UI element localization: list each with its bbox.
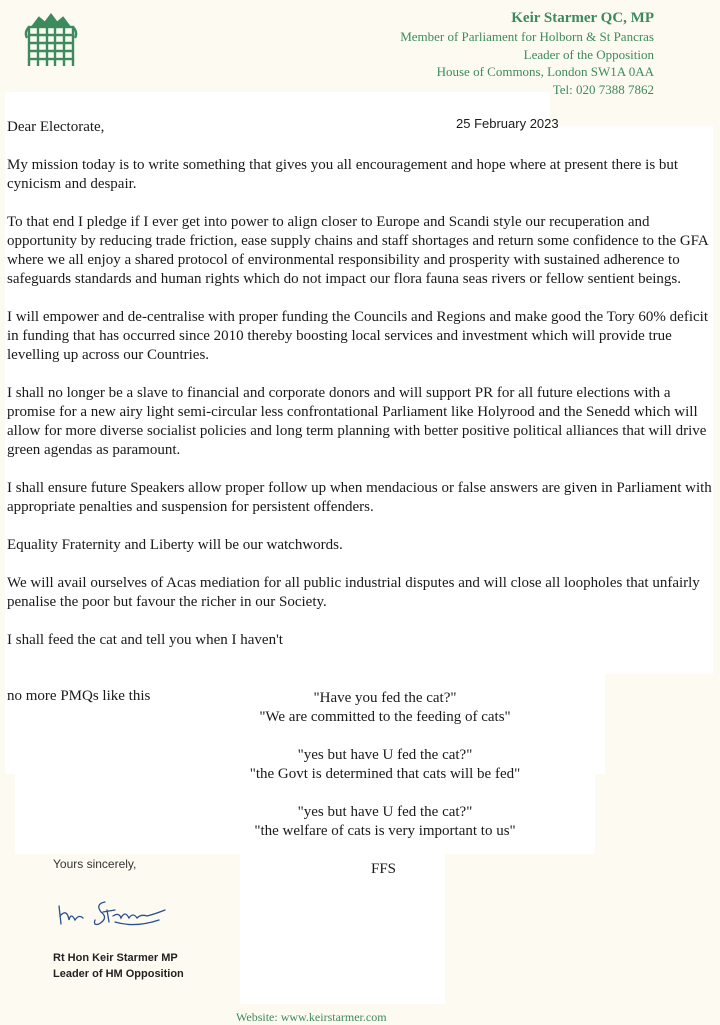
- website-footer: Website: www.keirstarmer.com: [236, 1010, 387, 1024]
- dialogue-line: "We are committed to the feeding of cats": [259, 709, 511, 725]
- paragraph-watchwords: Equality Fraternity and Liberty will be our watchwords.: [7, 537, 343, 553]
- paragraph-donors: I shall no longer be a slave to financial and corporate donors and will support PR for all future elections with a promise for a new airy light semi-circular less confrontational Parliament like Holyrood and the Senedd which will allow for more diverse socialist policies and long term planning with better positive political alliances that will drive green agendas as paramount.: [7, 385, 707, 458]
- paragraph-acas: We will avail ourselves of Acas mediation for all public industrial disputes and will close all loopholes that unfairly penalise the poor but favour the richer in our Society.: [7, 575, 700, 610]
- paragraph-europe-pledge: To that end I pledge if I ever get into power to align closer to Europe and Scandi style our recuperation and opportunity by reducing trade friction, ease supply chains and staff shortages and return some confidence to the GFA where we all enjoy a shared protocol of environmental responsibility and prosperity with sustained adherence to safeguards standards and human rights which do not impact our flora fauna seas rivers or fellow sentient beings.: [7, 214, 708, 287]
- paragraph-speakers: I shall ensure future Speakers allow proper follow up when mendacious or false answers are given in Parliament with appropriate penalties and suspension for persistent offenders.: [7, 480, 712, 515]
- paragraph-cat: I shall feed the cat and tell you when I haven't: [7, 632, 283, 648]
- pmq-intro: no more PMQs like this: [7, 688, 151, 704]
- letterhead: [400, 9, 654, 98]
- role-line: Leader of the Opposition: [523, 46, 654, 62]
- dialogue-line: "the Govt is determined that cats will be fed": [249, 766, 521, 782]
- aside-text: FFS: [371, 861, 397, 877]
- address-line: House of Commons, London SW1A 0AA: [436, 64, 654, 79]
- paragraph-councils: I will empower and de-centralise with proper funding the Councils and Regions and make good the Tory 60% deficit in funding that has occurred since 2010 thereby boosting local services and investment which will provide true levelling up across our Countries.: [7, 309, 708, 363]
- telephone-line: Tel: 020 7388 7862: [552, 81, 654, 97]
- dialogue-line: "Have you fed the cat?": [313, 690, 457, 706]
- mp-name: Keir Starmer QC, MP: [511, 10, 654, 26]
- signatory-title: Leader of HM Opposition: [53, 968, 184, 980]
- letter-date: 25 February 2023: [456, 116, 559, 131]
- constituency-line: Member of Parliament for Holborn & St Pancras: [400, 29, 654, 44]
- letter-body: [7, 118, 713, 669]
- dialogue-line: "yes but have U fed the cat?": [297, 747, 473, 763]
- dialogue-line: "the welfare of cats is very important to us": [254, 823, 516, 839]
- pmq-dialogue: [200, 689, 570, 841]
- closing: Yours sincerely,: [53, 857, 137, 871]
- salutation: Dear Electorate,: [7, 119, 105, 135]
- signatory-name: Rt Hon Keir Starmer MP: [53, 952, 178, 964]
- signature: [55, 892, 185, 934]
- signatory-block: [53, 950, 184, 982]
- dialogue-line: "yes but have U fed the cat?": [297, 804, 473, 820]
- paragraph-mission: My mission today is to write something that gives you all encouragement and hope where at present there is but cynicism and despair.: [7, 157, 679, 192]
- portcullis-icon: [24, 12, 78, 74]
